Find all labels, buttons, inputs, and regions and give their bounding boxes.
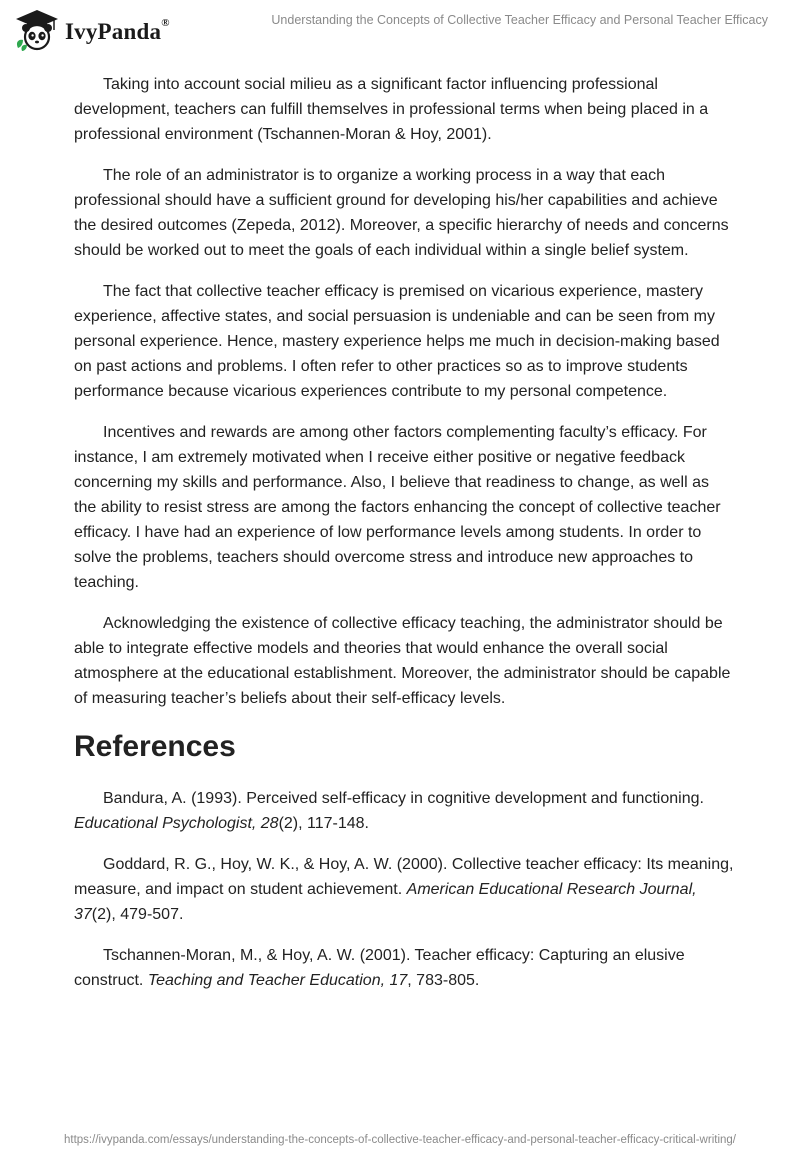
paragraph: Incentives and rewards are among other factors complementing faculty’s efficacy. For instance, I am extremely motivated when I receive either positive or negative feedback concerning my skills and performance. Also, I believe that readiness to change, as well as the ability to resist stress are among the factors enhancing the concept of collective teacher efficacy. I have had an experience of low performance levels among students. In order to solve the problems, teachers should overcome stress and introduce new approaches to teaching. <box>74 424 721 591</box>
reference-volume: 28 <box>260 815 279 832</box>
reference-volume: 37 <box>74 906 92 923</box>
document-title: Understanding the Concepts of Collective Teacher Efficacy and Personal Teacher Efficacy <box>271 13 768 27</box>
reference-pages: (2), 479-507. <box>91 906 184 923</box>
ivypanda-logo[interactable] <box>14 8 170 52</box>
reference-item <box>74 943 734 993</box>
page-header <box>0 0 800 70</box>
brand-text: IvyPanda <box>65 19 162 44</box>
reference-item <box>74 786 734 836</box>
reference-text: Goddard, R. G., Hoy, W. K., & Hoy, A. W. (2000). Collective teacher efficacy: Its meaning, measure, and impact on student achievement. <box>74 856 734 898</box>
reference-volume: 17 <box>389 972 408 989</box>
reference-item <box>74 852 734 927</box>
reference-text: Bandura, A. (1993). Perceived self-efficacy in cognitive development and functioning. <box>103 790 704 807</box>
source-url[interactable]: https://ivypanda.com/essays/understanding-the-concepts-of-collective-teacher-efficacy-and-personal-teacher-efficacy-critical-writing/ <box>64 1134 736 1146</box>
paragraph: Acknowledging the existence of collective efficacy teaching, the administrator should be able to integrate effective models and theories that would enhance the overall social atmosphere at the educational establishment. Moreover, the administrator should be capable of measuring teacher’s beliefs about their self-efficacy levels. <box>74 615 731 707</box>
reference-journal: Educational Psychologist, <box>74 815 261 832</box>
reference-pages: (2), 117-148. <box>278 815 369 832</box>
paragraph: The fact that collective teacher efficacy is premised on vicarious experience, mastery experience, affective states, and social persuasion is undeniable and can be seen from my personal experience. Hence, mastery experience helps me much in decision-making based on past actions and problems. I often refer to other practices so as to improve students performance because vicarious experiences contribute to my personal competence. <box>74 283 720 400</box>
brand-name <box>65 19 170 45</box>
reference-journal: American Educational Research Journal, <box>406 881 697 898</box>
paragraph: The role of an administrator is to organize a working process in a way that each professional should have a sufficient ground for developing his/her capabilities and achieve the desired outcomes (Zepeda, 2012). Moreover, a specific hierarchy of needs and concerns should be worked out to meet the goals of each individual within a single belief system. <box>74 167 729 259</box>
reference-journal: Teaching and Teacher Education, <box>147 972 390 989</box>
essay-body <box>74 72 734 1009</box>
reference-pages: , 783-805. <box>407 972 480 989</box>
paragraph: Taking into account social milieu as a significant factor influencing professional development, teachers can fulfill themselves in professional terms when being placed in a professional environment (Tschannen-Moran & Hoy, 2001). <box>74 76 709 143</box>
panda-mascot-icon <box>14 8 60 52</box>
references-heading: References <box>74 730 236 763</box>
registered-mark: ® <box>161 17 170 29</box>
reference-text: Tschannen-Moran, M., & Hoy, A. W. (2001). Teacher efficacy: Capturing an elusive construct. <box>74 947 685 989</box>
